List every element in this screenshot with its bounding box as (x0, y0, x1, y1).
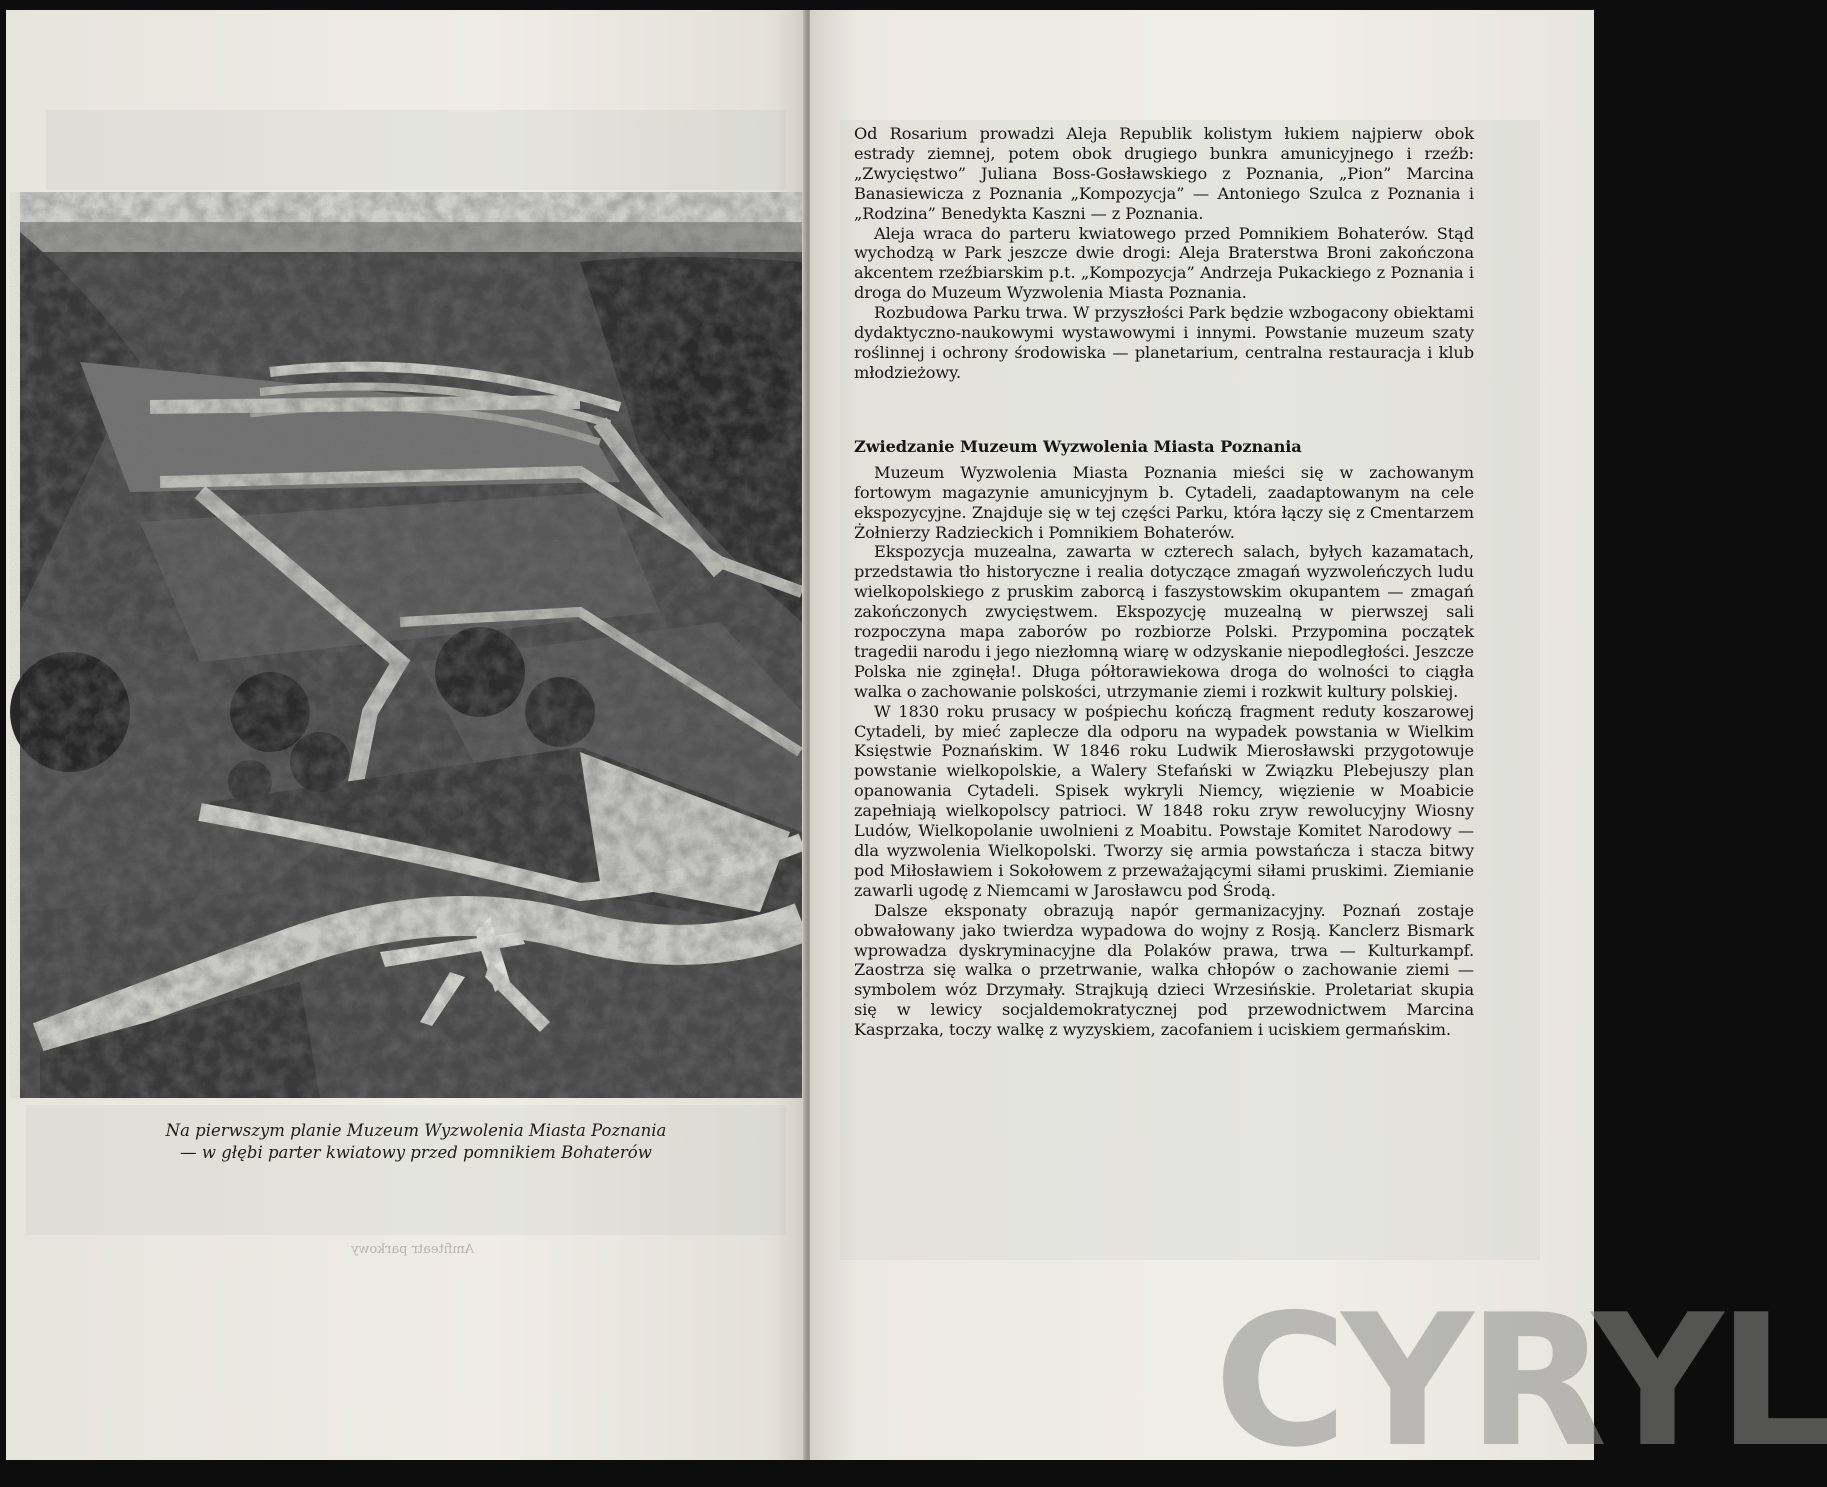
aerial-park-photo (20, 192, 802, 1098)
photo-caption (106, 1120, 726, 1164)
paragraph: Aleja wraca do parteru kwiatowego przed Pomnikiem Bohaterów. Stąd wychodzą w Park jeszcze dwie drogi: Aleja Braterstwa Broni zakończona akcentem rzeźbiarskim p.t. „Kompozycja” Andrzeja Pukackiego z Poznania i droga do Muzeum Wyzwolenia Miasta Poznania. (854, 223, 1474, 303)
left-page (6, 10, 806, 1460)
caption-line-1: Na pierwszym planie Muzeum Wyzwolenia Miasta Poznania (165, 1121, 667, 1140)
paragraph: W 1830 roku prusacy w pośpiechu kończą fragment reduty koszarowej Cytadeli, by mieć zaplecze dla odporu na wypadek powstania w Wielkim Księstwie Poznańskim. W 1846 roku Ludwik Mierosławski przygotowuje powstanie wielkopolskie, a Walery Stefański w Związku Plebejuszy plan opanowania Cytadeli. Spisek wykryli Niemcy, więzienie w Moabicie zapełniają wielkopolscy patrioci. W 1848 roku zryw rewolucyjny Wiosny Ludów, Wielkopolanie uwolnieni z Moabitu. Powstaje Komitet Narodowy — dla wyzwolenia Wielkopolski. Tworzy się armia powstańcza i stacza bitwy pod Miłosławiem i Sokołowem z przeważającymi siłami pruskimi. Ziemianie zawarli ugodę z Niemcami w Jarosławcu pod Środą. (854, 701, 1474, 900)
paragraph: Od Rosarium prowadzi Aleja Republik kolistym łukiem najpierw obok estrady ziemnej, potem obok drugiego bunkra amunicyjnego i rzeźb: „Zwycięstwo” Juliana Boss-Gosławskiego z Poznania, „Pion” Marcina Banasiewicza z Poznania „Kompozycja” — Antoniego Szulca z Poznania i „Rodzina” Benedykta Kaszni — z Poznania. (854, 124, 1474, 223)
watermark-logo: CYRYL (1214, 1275, 1827, 1487)
caption-line-2: — w głębi parter kwiatowy przed pomnikiem Bohaterów (180, 1143, 652, 1162)
paragraph: Dalsze eksponaty obrazują napór germanizacyjny. Poznań zostaje obwałowany jako twierdza wypadowa do wojny z Rosją. Kanclerz Bismark wprowadza dyskryminacyjne dla Polaków prawa, trwa — Kulturkampf. Zaostrza się walka o przetrwanie, walka chłopów o zachowanie ziemi — symbolem wóz Drzymały. Strajkują dzieci Wrzesińskie. Proletariat skupia się w lewicy socjaldemokratycznej pod przewodnictwem Marcina Kasprzaka, toczy walkę z wyzyskiem, zacofaniem i uciskiem germańskim. (854, 900, 1474, 1040)
section-heading: Zwiedzanie Muzeum Wyzwolenia Miasta Poznania (854, 436, 1302, 456)
paragraph: Ekspozycja muzealna, zawarta w czterech salach, byłych kazamatach, przedstawia tło historyczne i realia dotyczące zmagań wyzwoleńczych ludu wielkopolskiego z pruskim zaborcą i faszystowskim okupantem — zmagań zakończonych zwycięstwem. Ekspozycję muzealną w pierwszej sali rozpoczyna mapa zaborów po rozbiorze Polski. Przypomina początek tragedii narodu i jego niezłomną wiarę w odzyskanie niepodległości. Jeszcze Polska nie zginęła!. Długa półtorawiekowa droga do wolności to ciągła walka o zachowanie polskości, utrzymanie ziemi i rozkwit kultury polskiej. (854, 542, 1474, 701)
photo-illustration (20, 192, 802, 1098)
paragraph: Muzeum Wyzwolenia Miasta Poznania mieści się w zachowanym fortowym magazynie amunicyjnym b. Cytadeli, zaadaptowanym na cele ekspozycyjne. Znajduje się w tej części Parku, która łączy się z Cmentarzem Żołnierzy Radzieckich i Pomnikiem Bohaterów. (854, 462, 1474, 542)
text-column (854, 124, 1474, 1040)
bleed-through-shade (46, 110, 786, 190)
bleed-through-text: Amfiteatr parkowy (351, 1242, 475, 1257)
paragraph: Rozbudowa Parku trwa. W przyszłości Park będzie wzbogacony obiektami dydaktyczno-naukowymi wystawowymi i innymi. Powstanie muzeum szaty roślinnej i ochrony środowiska — planetarium, centralna restauracja i klub młodzieżowy. (854, 303, 1474, 382)
book-spread (6, 10, 1827, 1487)
